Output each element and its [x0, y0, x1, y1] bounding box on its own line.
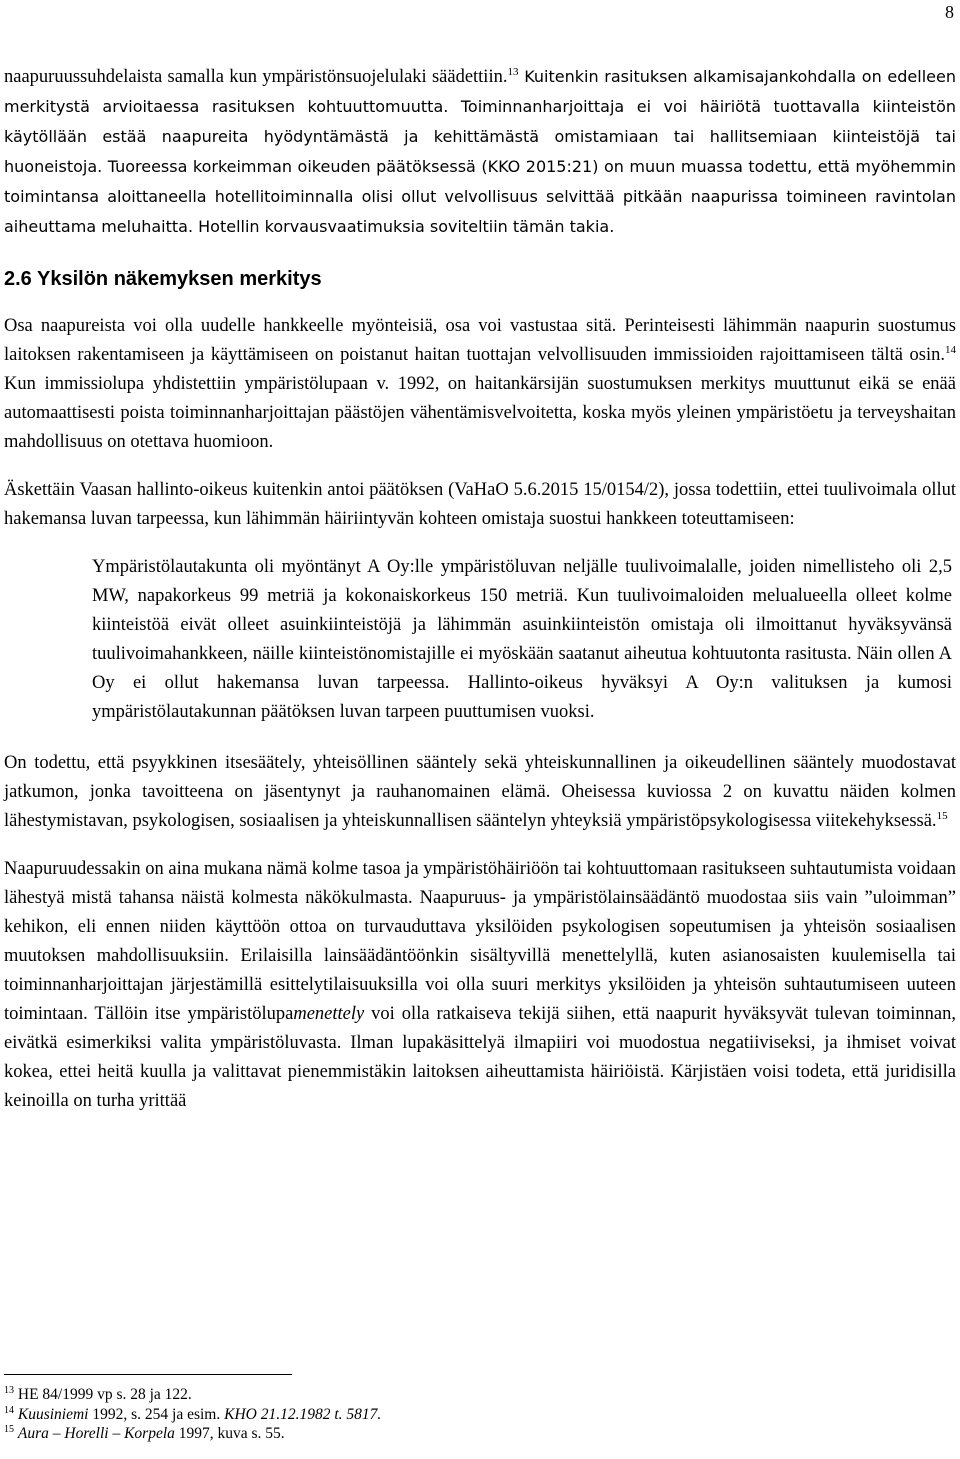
paragraph-5	[4, 855, 956, 1116]
footnote-case: KHO 21.12.1982 t. 5817.	[224, 1405, 382, 1423]
footnote-number: 13	[4, 1384, 14, 1396]
footnotes	[4, 1374, 381, 1444]
footnote-text: 1992, s. 254 ja esim.	[88, 1405, 225, 1423]
footnote-ref-15[interactable]: 15	[936, 809, 948, 822]
footnote-15	[4, 1424, 381, 1444]
footnote-author: Aura – Horelli – Korpela	[17, 1425, 175, 1442]
footnote-ref-14[interactable]: 14	[945, 343, 956, 356]
footnote-text: HE 84/1999 vp s. 28 ja 122.	[17, 1386, 192, 1403]
paragraph-2-text-b: Kun immissiolupa yhdistettiin ympäristölupaan v. 1992, on haitankärsijän suostumuksen merkitys muuttunut eikä se enää automaattisesti poista toiminnanharjoittajan päästöjen vähentämisvelvoitetta, koska myös yleinen ympäristöetu ja terveyshaitan mahdollisuus on otettava huomioon.	[4, 374, 956, 452]
document-body	[4, 62, 956, 1135]
footnote-14	[4, 1405, 381, 1425]
paragraph-1-text-a: naapuruussuhdelaista samalla kun ympäristönsuojelulaki säädettiin.	[4, 67, 508, 87]
section-heading: 2.6 Yksilön näkemyksen merkitys	[4, 268, 322, 290]
paragraph-5-text-a: Naapuruudessakin on aina mukana nämä kolme tasoa ja ympäristöhäiriöön tai kohtuuttomaan rasitukseen suhtautumista voidaan lähestyä mistä tahansa näistä kolmesta näkökulmasta. Naapuruus- ja ympäristölainsäädäntö muodostaa siis vain ”uloimman” kehikon, eli ennen niiden käyttöön ottoa on turvauduttava yksilöiden psykologisen sopeutumisen ja yhteisön sosiaalisen muutoksen mahdollisuuksiin. Erilaisilla lainsäädäntöönkin sisältyvillä menettelyllä, kuten asianosaisten kuulemisella tai toiminnanharjoittajan järjestämillä esittelytilaisuuksilla voi olla suuri merkitys yksilöiden ja yhteisön suhtautumiseen uuteen toimintaan. Tällöin itse ympäristölupa	[4, 859, 956, 1024]
paragraph-1	[4, 62, 956, 242]
footnote-text: 1997, kuva s. 55.	[174, 1425, 285, 1442]
paragraph-5-italic: menettely	[293, 1004, 365, 1024]
footnote-ref-13[interactable]: 13	[507, 65, 519, 78]
paragraph-5-text-b: voi olla ratkaiseva tekijä siihen, että naapurit hyväksyvät tulevan toiminnan, eivätkä esimerkiksi valita ympäristöluvasta. Ilman lupakäsittelyä ilmapiiri voi muodostua negatiiviseksi, ja ihmiset voivat kokea, ettei heitä kuulla ja valittavat pienemmistäkin laitoksen aiheuttamista häiriöistä. Kärjistäen voisi todeta, että juridisilla keinoilla on turha yrittää	[4, 1004, 956, 1111]
footnote-number: 15	[4, 1423, 14, 1435]
footnote-13	[4, 1385, 381, 1405]
block-quote: Ympäristölautakunta oli myöntänyt A Oy:lle ympäristöluvan neljälle tuulivoimalalle, joiden nimellisteho oli 2,5 MW, napakorkeus 99 metriä ja kokonaiskorkeus 150 metriä. Kun tuulivoimaloiden melualueella olleet kolme kiinteistöä eivät olleet asuinkiinteistöjä ja lähimmän asuinkiinteistön omistaja oli ilmoittanut hyväksyvänsä tuulivoimahankkeen, näille kiinteistönomistajille ei myöskään saatanut aiheutua kohtuutonta rasitusta. Näin ollen A Oy ei ollut hakemansa luvan tarpeessa. Hallinto-oikeus hyväksyi A Oy:n valituksen ja kumosi ympäristölautakunnan päätöksen luvan tarpeen puuttumisen vuoksi.	[92, 557, 952, 722]
paragraph-2-text-a: Osa naapureista voi olla uudelle hankkeelle myönteisiä, osa voi vastustaa sitä. Perinteisesti lähimmän naapurin suostumus laitoksen rakentamiseen ja käyttämiseen on poistanut haitan tuottajan velvollisuuden immissioiden rajoittamiseen tältä osin.	[4, 316, 956, 365]
paragraph-2	[4, 312, 956, 457]
paragraph-4-text: On todettu, että psyykkinen itsesäätely, yhteisöllinen sääntely sekä yhteiskunnallinen ja oikeudellinen sääntely muodostavat jatkumon, jonka tavoitteena on jäsentynyt ja rauhanomainen elämä. Oheisessa kuviossa 2 on kuvattu näiden kolmen lähestymistavan, psykologisen, sosiaalisen ja yhteiskunnallisen sääntelyn yhteyksiä ympäristöpsykologisessa viitekehyksessä.	[4, 753, 956, 831]
paragraph-4	[4, 749, 956, 836]
footnote-author: Kuusiniemi	[17, 1405, 89, 1423]
paragraph-1-text-b: Kuitenkin rasituksen alkamisajankohdalla on edelleen merkitystä arvioitaessa rasituksen kohtuuttomuutta. Toiminnanharjoittaja ei voi häiriötä tuottavalla kiinteistön käytöllään estää naapureita hyödyntämästä ja kehittämästä omistamiaan tai hallitsemiaan kiinteistöjä tai huoneistoja. Tuoreessa korkeimman oikeuden päätöksessä (KKO 2015:21) on muun muassa todettu, että myöhemmin toimintansa aloittaneella hotellitoiminnalla olisi ollut velvollisuus selvittää pitkään naapurissa toimineen ravintolan aiheuttama meluhaitta. Hotellin korvausvaatimuksia soviteltiin tämän takia.	[4, 67, 956, 236]
page-number: 8	[945, 2, 954, 22]
footnote-divider	[4, 1374, 292, 1375]
footnote-number: 14	[4, 1404, 14, 1416]
paragraph-3: Äskettäin Vaasan hallinto-oikeus kuitenkin antoi päätöksen (VaHaO 5.6.2015 15/0154/2), jossa todettiin, ettei tuulivoimala ollut hakemansa luvan tarpeessa, kun lähimmän häiriintyvän kohteen omistaja suostui hankkeen toteuttamiseen:	[4, 480, 956, 529]
